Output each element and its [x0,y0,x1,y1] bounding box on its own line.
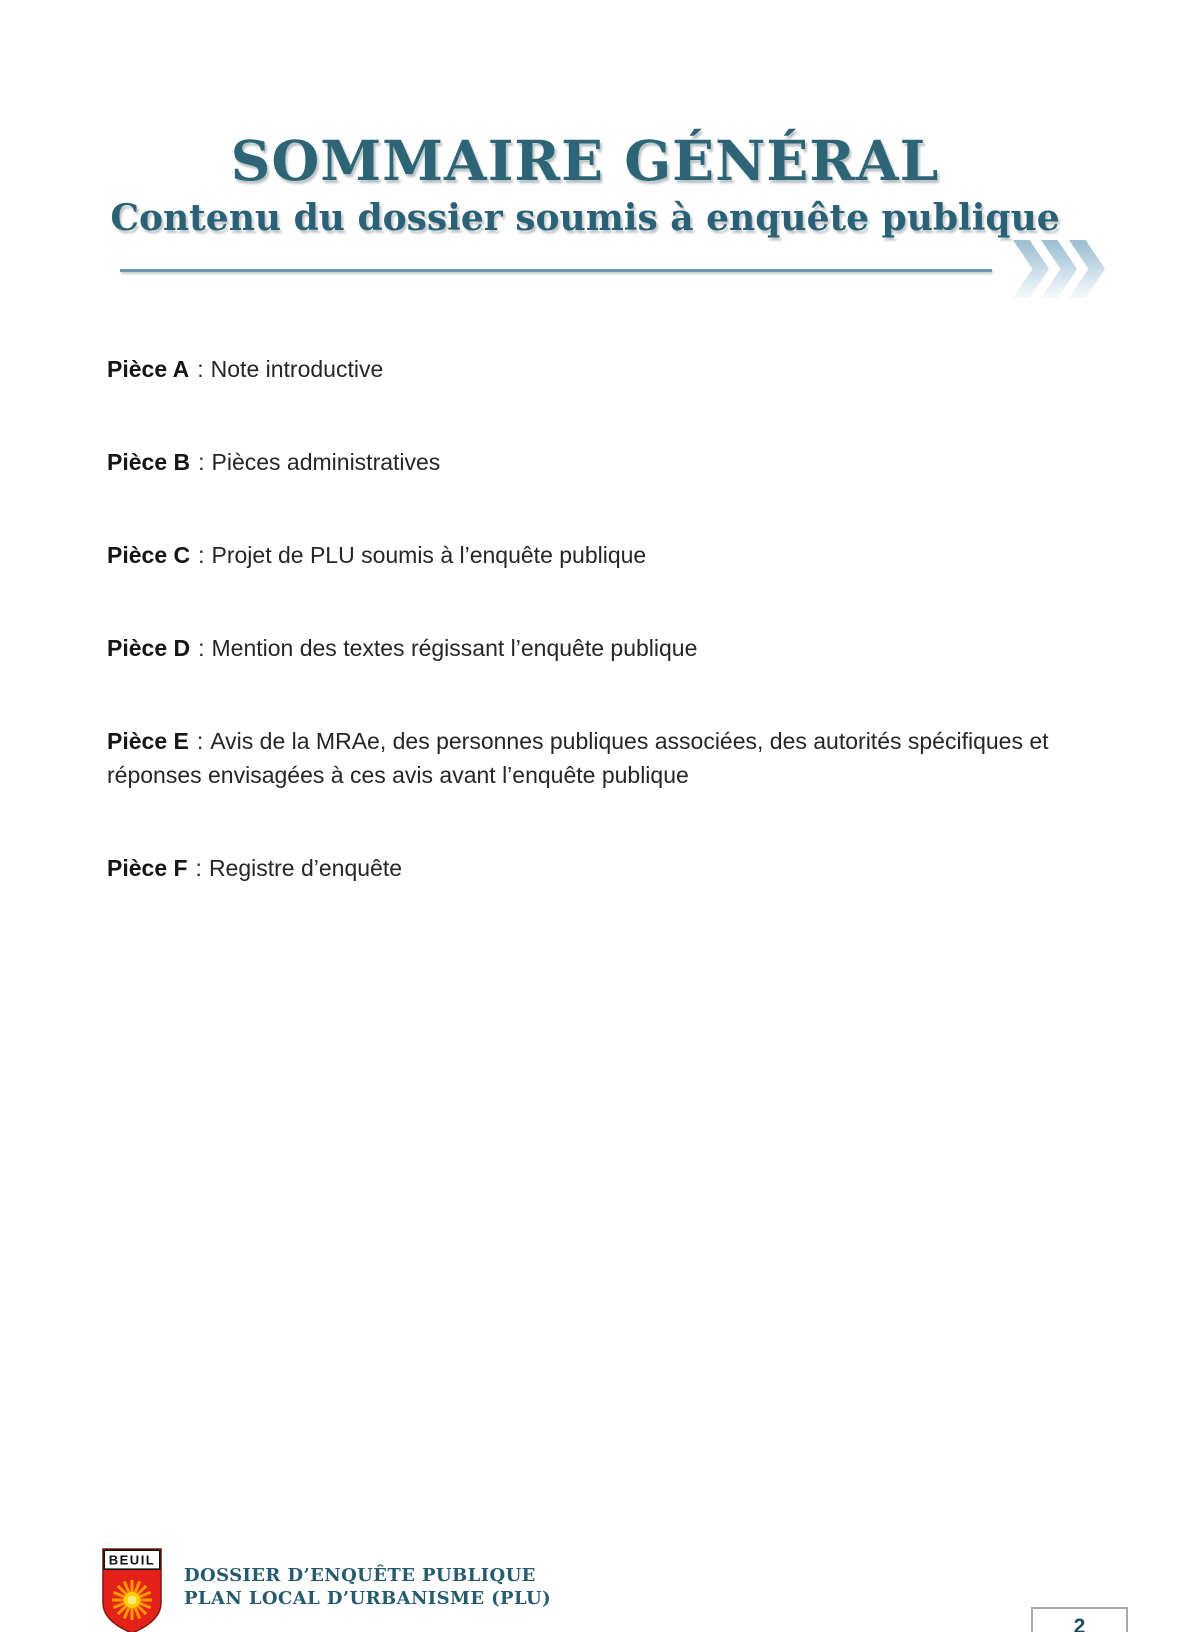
toc-item-description: Pièces administratives [211,449,441,475]
page-number: 2 [1073,1615,1086,1632]
toc-item-description: Registre d’enquête [208,855,403,881]
toc-separator: : [198,635,205,661]
toc-item-piece-f [107,851,1072,885]
toc-item-piece-b [107,445,1072,479]
logo-text: BEUIL [108,1552,156,1568]
toc-item-label: Pièce E [107,728,189,754]
page-subtitle: Contenu du dossier soumis à enquête publique [110,197,1060,239]
beuil-coat-of-arms-logo [101,1547,163,1632]
toc-list [107,352,1072,944]
toc-item-description: Mention des textes régissant l’enquête publique [211,635,698,661]
toc-item-label: Pièce F [107,855,188,881]
footer-title [184,1564,551,1610]
toc-item-piece-c [107,538,1072,572]
toc-item-piece-a [107,352,1072,386]
toc-item-piece-e [107,724,1072,792]
toc-item-description: Projet de PLU soumis à l’enquête publique [211,542,647,568]
toc-item-label: Pièce A [107,356,190,382]
toc-item-description: Note introductive [210,356,384,382]
triple-chevron-icon [1013,240,1097,298]
toc-item-label: Pièce D [107,635,191,661]
toc-item-description: Avis de la MRAe, des personnes publiques associées, des autorités spécifiques et réponses envisagées à ces avis avant l’enquête publique [107,728,1049,788]
toc-item-label: Pièce C [107,542,191,568]
footer-line1: DOSSIER D’ENQUÊTE PUBLIQUE [184,1565,536,1586]
toc-separator: : [196,728,204,754]
toc-separator: : [198,542,205,568]
toc-separator: : [198,449,205,475]
toc-separator: : [197,356,204,382]
toc-item-piece-d [107,631,1072,665]
header-divider [120,269,992,272]
footer-line2: PLAN LOCAL D’URBANISME (PLU) [184,1588,552,1609]
header [65,130,1105,240]
page-number-box [1031,1607,1128,1632]
toc-separator: : [195,855,202,881]
toc-item-label: Pièce B [107,449,191,475]
page-title: SOMMAIRE GÉNÉRAL [230,128,940,193]
chevron-right-icon [1013,240,1049,298]
